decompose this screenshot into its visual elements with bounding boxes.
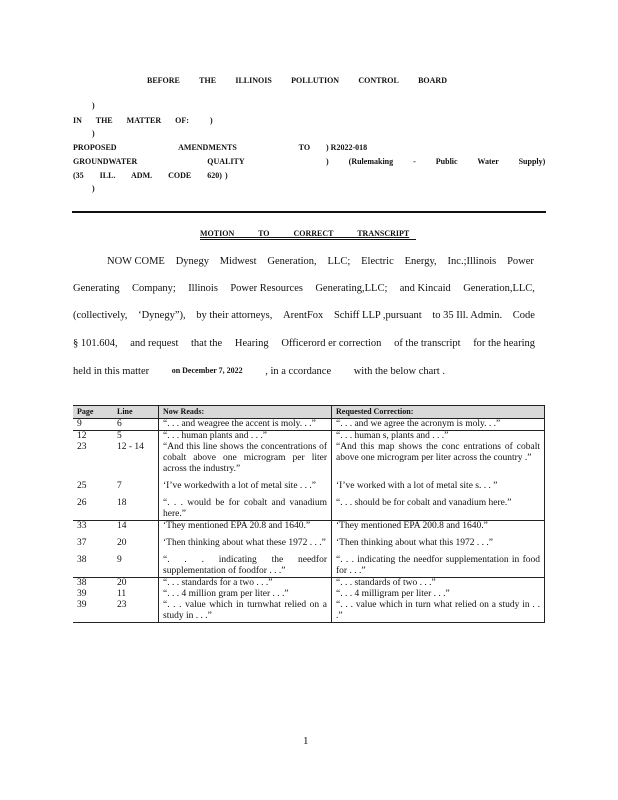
- table-row: [73, 475, 545, 492]
- cell-now-reads: ‘I’ve workedwith a lot of metal site . . .”: [159, 475, 332, 492]
- caption-line: (35 ILL. ADM. CODE 620): [73, 171, 222, 180]
- word: Code: [512, 310, 535, 321]
- header-page: Page: [73, 406, 113, 419]
- table-row: [73, 431, 545, 443]
- word: Generation,: [267, 256, 317, 267]
- cell-requested: “. . . 4 milligram per liter . . .”: [332, 589, 545, 600]
- word: Hearing: [234, 338, 269, 349]
- cell-now-reads: ‘Then thinking about what these 1972 . . .”: [159, 532, 332, 549]
- word: Power Resources: [230, 283, 303, 294]
- cell-line: 20: [117, 538, 127, 548]
- word: on December 7, 2022: [171, 366, 243, 375]
- cell-requested: ‘They mentioned EPA 200.8 and 1640.”: [332, 521, 545, 533]
- cell-requested: “. . . value which in turn what relied on a study in . . .”: [332, 600, 545, 623]
- cell-line: 7: [117, 481, 122, 491]
- table-row: [73, 521, 545, 533]
- word: ‘Dynegy”),: [138, 310, 186, 321]
- caption-word: CONTROL: [358, 76, 399, 85]
- caption-title: [147, 76, 447, 85]
- caption-line: PROPOSED AMENDMENTS TO: [73, 143, 311, 152]
- word: of the transcript: [394, 338, 461, 349]
- paragraph-line: [107, 256, 534, 267]
- table-row: [73, 549, 545, 578]
- header-now-reads: Now Reads:: [159, 406, 332, 419]
- word: and Kincaid: [399, 283, 451, 294]
- word: Schiff LLP ,pursuant: [333, 310, 422, 321]
- matter-heading: IN THE MATTER OF:: [73, 116, 189, 125]
- case-number: ) R2022-018: [326, 143, 368, 152]
- word: Illinois: [188, 283, 218, 294]
- word: Electric: [361, 256, 394, 267]
- word: Power: [507, 256, 534, 267]
- word: ArentFox: [283, 310, 324, 321]
- word: held in this matter: [73, 366, 150, 377]
- table-row: [73, 419, 545, 431]
- caption-word: BOARD: [418, 76, 447, 85]
- table-row: [73, 442, 545, 475]
- cell-now-reads: “. . . human plants and . . .”: [159, 431, 332, 443]
- cell-line: 11: [117, 589, 127, 599]
- cell-requested: “. . . human s, plants and . . .”: [332, 431, 545, 443]
- caption-word: BEFORE: [147, 76, 180, 85]
- cell-page: 38: [77, 555, 87, 565]
- word: Generating,LLC;: [315, 283, 388, 294]
- cell-line: 20: [113, 578, 159, 590]
- caption-word: THE: [199, 76, 217, 85]
- header-line: Line: [113, 406, 159, 419]
- cell-line: 14: [113, 521, 159, 533]
- cell-line: 18: [117, 498, 127, 508]
- cell-page: 33: [73, 521, 113, 533]
- correction-table: [73, 405, 545, 623]
- word: NOW COME: [107, 256, 165, 267]
- paragraph-line: [73, 366, 445, 377]
- caption-paren: ): [210, 116, 213, 125]
- cell-now-reads: “. . . 4 million gram per liter . . .”: [159, 589, 332, 600]
- cell-page: 9: [77, 419, 82, 429]
- word: LLC;: [327, 256, 351, 267]
- cell-requested: ‘I’ve worked with a lot of metal site s. . . ”: [332, 475, 545, 492]
- caption-word: POLLUTION: [291, 76, 340, 85]
- word: by their attorneys,: [196, 310, 273, 321]
- cell-now-reads: “. . . would be for cobalt and vanadium here.”: [159, 492, 332, 521]
- word: Energy,: [404, 256, 437, 267]
- cell-requested: “. . . should be for cobalt and vanadium here.”: [332, 492, 545, 521]
- cell-line: 9: [117, 555, 122, 565]
- table-row: [73, 600, 545, 623]
- cell-requested: “. . . indicating the needfor supplementation in food for . . .”: [332, 549, 545, 578]
- cell-line: 12 - 14: [117, 442, 144, 452]
- paragraph-line: [73, 338, 535, 349]
- caption-paren: ): [92, 129, 95, 138]
- word: Generation,LLC,: [463, 283, 535, 294]
- cell-now-reads: “. . . value which in turnwhat relied on a study in . . .”: [159, 600, 332, 623]
- cell-requested: ‘Then thinking about what this 1972 . . .”: [332, 532, 545, 549]
- caption-paren: ): [92, 184, 95, 193]
- cell-now-reads: “. . . standards for a two . . .”: [159, 578, 332, 590]
- motion-title: MOTION TO CORRECT TRANSCRIPT: [200, 229, 410, 238]
- cell-line: 5: [113, 431, 159, 443]
- table-row: [73, 589, 545, 600]
- word: (collectively,: [73, 310, 128, 321]
- cell-now-reads: ‘They mentioned EPA 20.8 and 1640.”: [159, 521, 332, 533]
- word: Inc.;Illinois: [447, 256, 497, 267]
- caption-line: GROUNDWATER QUALITY: [73, 157, 245, 166]
- caption-word: ILLINOIS: [235, 76, 272, 85]
- caption-paren: ): [225, 171, 228, 180]
- cell-page: 25: [77, 481, 87, 491]
- caption-divider: [72, 211, 546, 213]
- page-number: 1: [303, 735, 309, 747]
- cell-page: 37: [77, 538, 87, 548]
- cell-page: 38: [73, 578, 113, 590]
- caption-paren: ): [92, 101, 95, 110]
- cell-line: 6: [117, 419, 122, 429]
- word: for the hearing: [473, 338, 535, 349]
- cell-now-reads: “And this line shows the concentrations of cobalt above one microgram per liter across the industry.”: [159, 442, 332, 475]
- word: Company;: [132, 283, 176, 294]
- cell-now-reads: “. . . and weagree the accent is moly. . .”: [159, 419, 332, 431]
- word: § 101.604,: [73, 338, 118, 349]
- header-requested-correction: Requested Correction:: [332, 406, 545, 419]
- word: that the: [191, 338, 223, 349]
- word: Dynegy: [175, 256, 209, 267]
- word: Generating: [73, 283, 120, 294]
- cell-page: 12: [73, 431, 113, 443]
- table-row: [73, 492, 545, 521]
- word: Officerord er correction: [281, 338, 382, 349]
- word: , in a ccordance: [265, 366, 332, 377]
- cell-page: 39: [73, 600, 113, 623]
- cell-line: 23: [113, 600, 159, 623]
- cell-page: 23: [77, 442, 87, 452]
- proceeding-type: ) (Rulemaking - Public Water Supply): [326, 157, 546, 166]
- word: to 35 Ill. Admin.: [432, 310, 503, 321]
- cell-now-reads: “. . . indicating the needfor supplementation of foodfor . . .”: [159, 549, 332, 578]
- paragraph-line: [73, 310, 535, 321]
- table-row: [73, 578, 545, 590]
- word: Midwest: [219, 256, 257, 267]
- table-row: [73, 532, 545, 549]
- table-header-row: [73, 406, 545, 419]
- cell-page: 39: [77, 589, 87, 599]
- word: and request: [130, 338, 179, 349]
- title-underline: [200, 239, 416, 240]
- word: with the below chart .: [353, 366, 445, 377]
- cell-requested: “. . . and we agree the acronym is moly. . .”: [332, 419, 545, 431]
- cell-requested: “And this map shows the conc entrations of cobalt above one microgram per liter across the country .”: [332, 442, 545, 475]
- cell-requested: “. . . standards of two . . .”: [332, 578, 545, 590]
- paragraph-line: [73, 283, 535, 294]
- cell-page: 26: [77, 498, 87, 508]
